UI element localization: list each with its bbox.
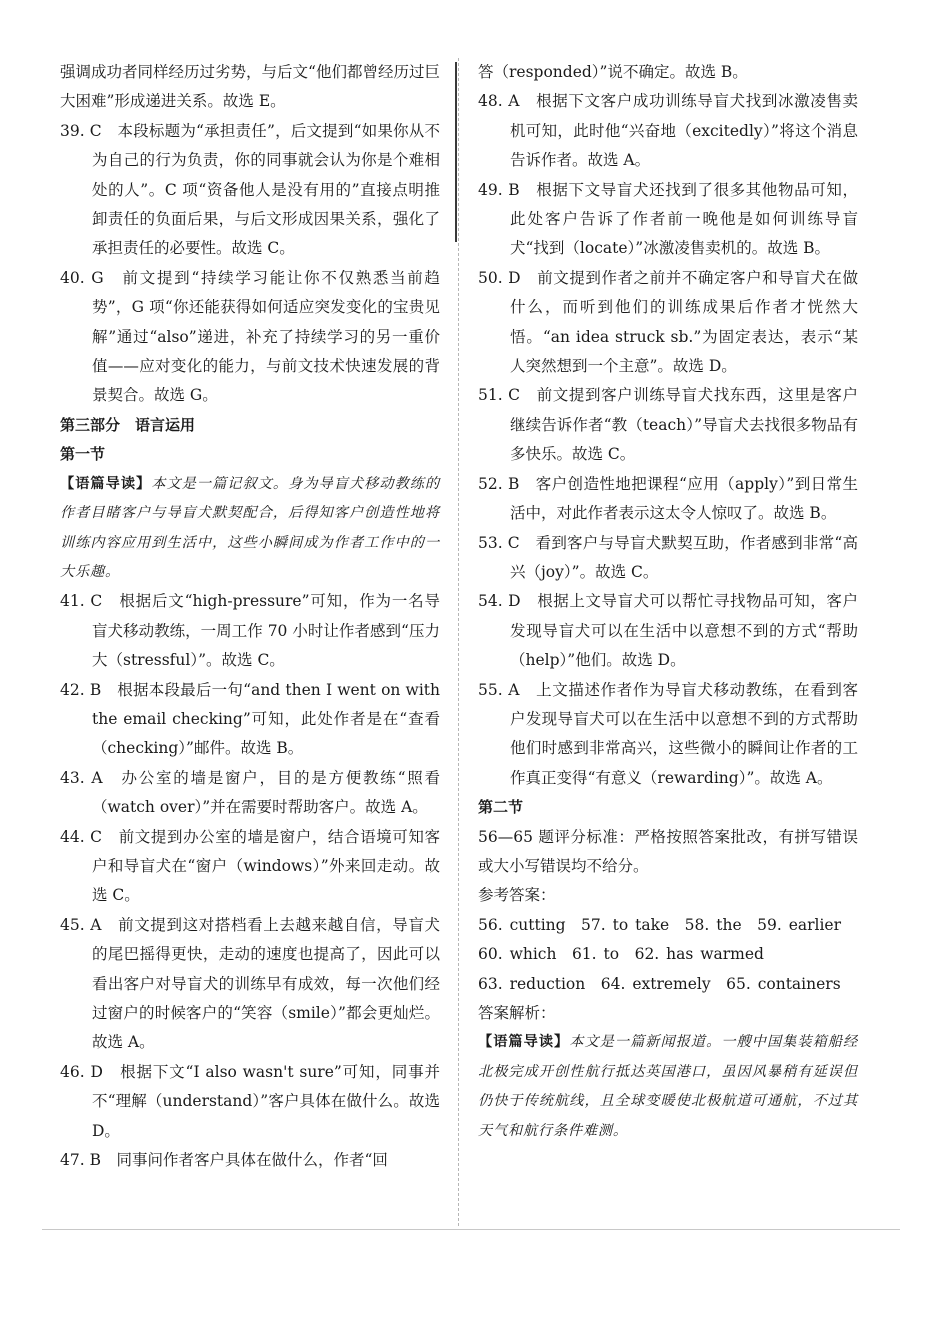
answer-item-42: 42. B 根据本段最后一句“and then I went on with the email checking”可知，此处作者是在“查看（checking）”邮件。故选 B。: [60, 680, 440, 758]
left-continuation-text: 强调成功者同样经历过劣势，与后文“他们都曾经历过巨大困难”形成递进关系。故选 E。: [60, 63, 440, 111]
answers-line-1: 56. cutting 57. to take 58. the 59. earlier: [478, 915, 842, 934]
answers-line-3: 63. reduction 64. extremely 65. containers: [478, 974, 841, 993]
answer-item-41: 41. C 根据后文“high-pressure”可知，作为一名导盲犬移动教练，一周工作 70 小时让作者感到“压力大（stressful）”。故选 C。: [60, 592, 440, 670]
answer-item-53: 53. C 看到客户与导盲犬默契互助，作者感到非常“高兴（joy）”。故选 C。: [478, 533, 858, 581]
answer-item-43: 43. A 办公室的墙是窗户，目的是方便教练“照看（watch over）”并在需要时帮助客户。故选 A。: [60, 768, 440, 817]
answer-item-51: 51. C 前文提到客户训练导盲犬找东西，这里是客户继续告诉作者“教（teach）”导盲犬去找很多物品有多快乐。故选 C。: [478, 386, 858, 464]
answers-line-2: 60. which 61. to 62. has warmed: [478, 945, 764, 964]
intro-label: 【语篇导读】: [60, 475, 152, 492]
part-heading: 第三部分 语言运用: [60, 415, 196, 434]
answer-item-48: 48. A 根据下文客户成功训练导盲犬找到冰激凌售卖机可知，此时他“兴奋地（excitedly）”将这个消息告诉作者。故选 A。: [478, 92, 858, 170]
answer-item-50: 50. D 前文提到作者之前并不确定客户和导盲犬在做什么，而听到他们的训练成果后作者才恍然大悟。“an idea struck sb.”为固定表达，表示“某人突然想到一个主意”。故选 D。: [478, 268, 858, 376]
answer-item-47: 47. B 同事问作者客户具体在做什么，作者“回: [60, 1151, 388, 1170]
intro-text: 本文是一篇记叙文。身为导盲犬移动教练的作者目睹客户与导盲犬默契配合，后得知客户创造性地将训练内容应用到生活中，这些小瞬间成为作者工作中的一大乐趣。: [60, 475, 440, 580]
answer-item-44: 44. C 前文提到办公室的墙是窗户，结合语境可知客户和导盲犬在“窗户（windows）”外来回走动。故选 C。: [60, 827, 440, 905]
column-divider-mark: [455, 62, 457, 242]
answer-item-45: 45. A 前文提到这对搭档看上去越来越自信，导盲犬的尾巴摇得更快，走动的速度也提高了，因此可以看出客户对导盲犬的训练早有成效，每一次他们经过窗户的时候客户的“笑容（smile）”都会更灿烂。故选 A。: [60, 915, 440, 1052]
grading-criteria: 56—65 题评分标准：严格按照答案批改，有拼写错误或大小写错误均不给分。: [478, 827, 858, 875]
section-heading-2: 第二节: [478, 798, 524, 817]
answer-item-49: 49. B 根据下文导盲犬还找到了很多其他物品可知，此处客户告诉了作者前一晚他是如何训练导盲犬“找到（locate）”冰激凌售卖机的。故选 B。: [478, 180, 858, 258]
section-heading-1: 第一节: [60, 445, 106, 464]
answer-item-46: 46. D 根据下文“I also wasn't sure”可知，同事并不“理解（understand）”客户具体在做什么。故选 D。: [60, 1062, 440, 1140]
passage-intro-2: [478, 1028, 858, 1146]
analysis-label: 答案解析：: [478, 1004, 556, 1022]
answer-item-52: 52. B 客户创造性地把课程“应用（apply）”到日常生活中，对此作者表示这太令人惊叹了。故选 B。: [478, 474, 858, 523]
column-divider: [458, 58, 459, 1226]
right-continuation-text: 答（responded）”说不确定。故选 B。: [478, 63, 748, 81]
answer-item-40: 40. G 前文提到“持续学习能让你不仅熟悉当前趋势”，G 项“你还能获得如何适应突发变化的宝贵见解”通过“also”递进，补充了持续学习的另一重价值——应对变化的能力，与前文技术快速发展的背景契合。故选 G。: [60, 268, 440, 405]
intro-text: 本文是一篇新闻报道。一艘中国集装箱船经北极完成开创性航行抵达英国港口，虽因风暴稍有延误但仍快于传统航线，且全球变暖使北极航道可通航，不过其天气和航行条件难测。: [478, 1034, 858, 1139]
answer-item-55: 55. A 上文描述作者作为导盲犬移动教练，在看到客户发现导盲犬可以在生活中以意想不到的方式帮助他们时感到非常高兴，这些微小的瞬间让作者的工作真正变得“有意义（rewarding）”。故选 A。: [478, 680, 858, 787]
answers-label: 参考答案：: [478, 886, 556, 905]
answer-item-54: 54. D 根据上文导盲犬可以帮忙寻找物品可知，客户发现导盲犬可以在生活中以意想不到的方式“帮助（help）”他们。故选 D。: [478, 592, 858, 670]
right-column: [478, 58, 858, 1146]
intro-label: 【语篇导读】: [478, 1034, 570, 1051]
page-bottom-rule: [42, 1229, 900, 1230]
left-column: [60, 58, 440, 1175]
passage-intro-1: [60, 470, 440, 588]
answer-item-39: 39. C 本段标题为“承担责任”，后文提到“如果你从不为自己的行为负责，你的同事就会认为你是个难相处的人”。C 项“资备他人是没有用的”直接点明推卸责任的负面后果，与后文形成因果关系，强化了承担责任的必要性。故选 C。: [60, 121, 440, 258]
